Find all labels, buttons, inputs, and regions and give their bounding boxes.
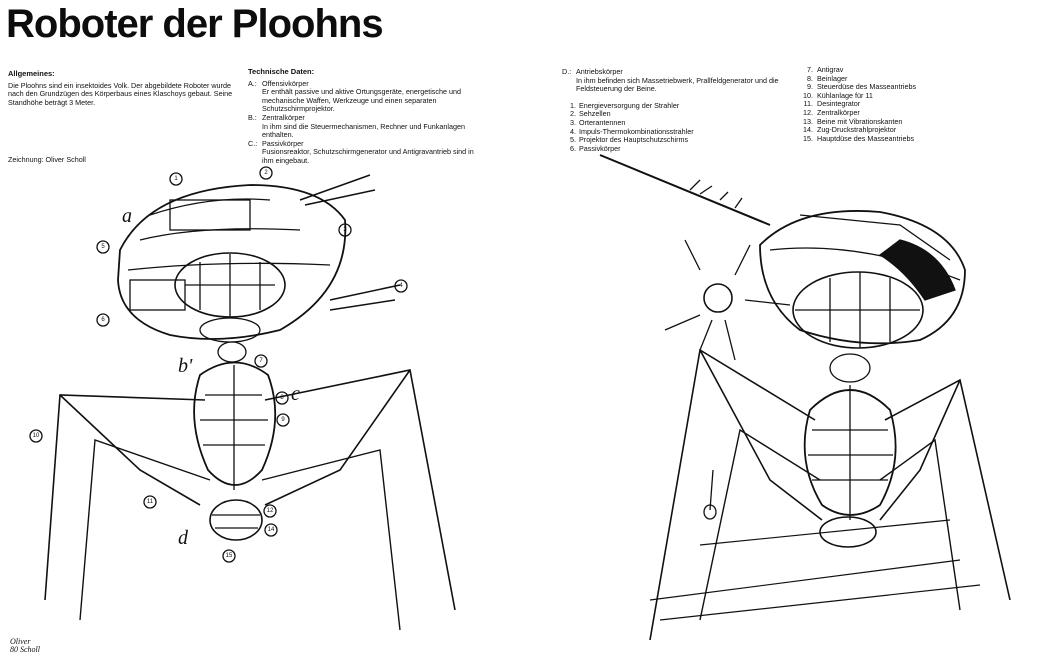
tech-item-c: C.: Passivkörper	[248, 138, 304, 148]
callout-letter-b: b'	[178, 355, 193, 377]
part-label: Antigrav	[817, 65, 844, 74]
drawing-credit: Zeichnung: Oliver Scholl	[8, 155, 86, 164]
part-number: 11.	[803, 99, 813, 109]
part-number: 14.	[803, 125, 813, 135]
callout-number: 1	[174, 176, 178, 182]
part-number: 12.	[803, 107, 813, 117]
callout-number: 14	[267, 527, 275, 533]
part-label: Impuls-Thermokombinationsstrahler	[579, 126, 694, 136]
tech-item-b-desc: In ihm sind die Steuermechanismen, Rechner und Funkanlagen enthalten.	[262, 121, 465, 140]
callout-number: 3	[343, 227, 347, 233]
part-number: 6.	[570, 143, 576, 153]
part-number: 10.	[803, 90, 813, 100]
part-number: 3.	[570, 117, 576, 127]
part-label: Zug-Druckstrahlprojektor	[817, 125, 897, 135]
callout-number: 12	[266, 508, 274, 514]
robot-left-drawing	[30, 167, 455, 630]
callout-number: 8	[280, 395, 284, 401]
general-heading: Allgemeines:	[8, 69, 55, 78]
callout-letter-c: c	[291, 383, 300, 405]
part-number: 15.	[803, 133, 813, 143]
part-number: 5.	[570, 135, 576, 145]
part-label: Hauptdüse des Masseantriebs	[817, 133, 915, 143]
part-label: Zentralkörper	[817, 107, 860, 117]
part-number: 1.	[570, 100, 576, 110]
drive-item: D.: Antriebskörper	[562, 67, 623, 76]
part-number: 8.	[807, 73, 813, 83]
callout-number: 4	[399, 283, 403, 289]
callout-number: 9	[281, 417, 285, 423]
part-label: Beinlager	[817, 73, 848, 83]
tech-heading: Technische Daten:	[248, 67, 315, 76]
general-text: Die Ploohns sind ein insektoides Volk. Der abgebildete Roboter wurde nach den Grundzügen des Körperbaus eines Klaschoys gebaut. Seine Standhöhe beträgt 3 Meter.	[8, 80, 233, 107]
callout-number: 15	[225, 553, 233, 559]
part-label: Projektor des Hauptschutzschirms	[579, 135, 689, 145]
part-number: 13.	[803, 116, 813, 126]
robot-right-drawing	[600, 155, 1010, 640]
part-number: 7.	[807, 65, 813, 74]
callout-letter-d: d	[178, 527, 188, 549]
callout-number: 11	[146, 499, 154, 505]
callout-number: 5	[101, 244, 105, 250]
callout-letter-a: a	[122, 205, 132, 227]
tech-item-c-desc: Fusionsreaktor, Schutzschirmgenerator und Antigravantrieb sind in ihm eingebaut.	[262, 147, 474, 165]
part-label: Orterantennen	[579, 117, 626, 127]
callout-number: 7	[259, 358, 263, 364]
part-number: 9.	[807, 82, 813, 92]
page-title: Roboter der Ploohns	[6, 2, 383, 46]
part-label: Kühlanlage für 11	[817, 90, 873, 100]
part-number: 4.	[570, 126, 576, 136]
tech-item-a: A.: Offensivkörper	[248, 78, 309, 88]
part-label: Steuerdüse des Masseantriebs	[817, 82, 917, 92]
part-label: Sehzellen	[579, 109, 611, 119]
signature: Oliver 80 Scholl	[10, 637, 40, 654]
part-label: Passivkörper	[579, 143, 621, 153]
part-label: Beine mit Vibrationskanten	[817, 116, 903, 126]
callout-number: 2	[264, 170, 268, 176]
part-label: Energieversorgung der Strahler	[579, 100, 680, 110]
part-label: Desintegrator	[817, 99, 861, 109]
callout-number: 10	[32, 433, 40, 439]
part-number: 2.	[570, 109, 576, 119]
callout-number: 6	[101, 317, 105, 323]
tech-item-b: B.: Zentralkörper	[248, 112, 305, 122]
drive-desc: In ihm befinden sich Massetriebwerk, Prallfeldgenerator und die Feldsteuerung der Beine.	[576, 75, 779, 94]
tech-item-a-desc: Er enthält passive und aktive Ortungsgeräte, energetische und mechanische Waffen, Werkzeuge und einen separaten Schutzschirmprojektor.	[262, 87, 461, 114]
